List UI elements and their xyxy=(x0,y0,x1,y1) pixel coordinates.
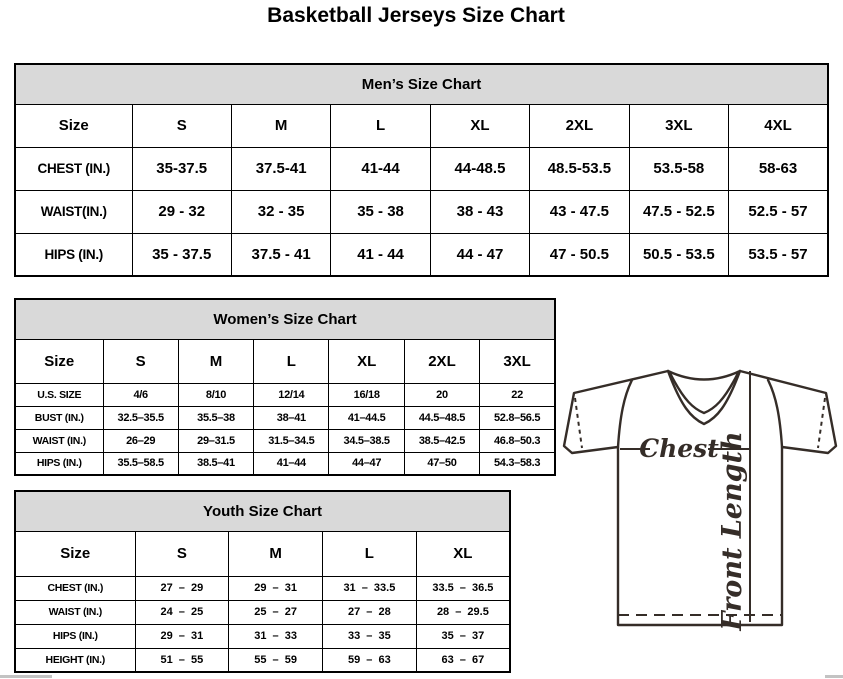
size-value-cell: 35-37.5 xyxy=(132,147,231,190)
size-value-cell: 8/10 xyxy=(178,383,253,406)
jersey-collar-back xyxy=(668,371,740,380)
row-label: WAIST (IN.) xyxy=(15,600,135,624)
youth-col-header-4: XL xyxy=(416,531,510,576)
youth-row-1 xyxy=(15,600,510,624)
size-value-cell: 43 - 47.5 xyxy=(530,190,629,233)
men-col-header-4: XL xyxy=(430,104,529,147)
women-col-header-3: L xyxy=(254,339,329,383)
front-length-label: Front Length xyxy=(717,431,748,631)
jersey-armhole-right xyxy=(768,380,782,447)
women-row-2 xyxy=(15,429,555,452)
men-col-header-6: 3XL xyxy=(629,104,728,147)
size-value-cell: 37.5 - 41 xyxy=(231,233,330,276)
size-value-cell: 55 – 59 xyxy=(229,648,323,672)
youth-row-2 xyxy=(15,624,510,648)
size-value-cell: 26–29 xyxy=(103,429,178,452)
women-row-1 xyxy=(15,406,555,429)
youth-row-3 xyxy=(15,648,510,672)
size-value-cell: 48.5-53.5 xyxy=(530,147,629,190)
size-value-cell: 50.5 - 53.5 xyxy=(629,233,728,276)
size-value-cell: 41–44.5 xyxy=(329,406,404,429)
jersey-diagram-svg xyxy=(556,356,843,646)
size-value-cell: 38 - 43 xyxy=(430,190,529,233)
size-value-cell: 33.5 – 36.5 xyxy=(416,576,510,600)
row-label: HIPS (IN.) xyxy=(15,452,103,475)
men-table-title: Men’s Size Chart xyxy=(15,64,828,104)
youth-col-header-1: S xyxy=(135,531,229,576)
size-value-cell: 59 – 63 xyxy=(323,648,417,672)
size-value-cell: 47 - 50.5 xyxy=(530,233,629,276)
size-value-cell: 29 - 32 xyxy=(132,190,231,233)
men-row-0 xyxy=(15,147,828,190)
size-value-cell: 20 xyxy=(404,383,479,406)
women-col-header-6: 3XL xyxy=(480,339,555,383)
women-row-0 xyxy=(15,383,555,406)
size-value-cell: 58-63 xyxy=(729,147,828,190)
size-value-cell: 31 – 33.5 xyxy=(323,576,417,600)
size-value-cell: 34.5–38.5 xyxy=(329,429,404,452)
size-value-cell: 35 – 37 xyxy=(416,624,510,648)
men-col-header-2: M xyxy=(231,104,330,147)
size-value-cell: 31 – 33 xyxy=(229,624,323,648)
size-value-cell: 41-44 xyxy=(331,147,430,190)
size-value-cell: 38.5–41 xyxy=(178,452,253,475)
size-value-cell: 16/18 xyxy=(329,383,404,406)
women-col-header-5: 2XL xyxy=(404,339,479,383)
size-value-cell: 44-48.5 xyxy=(430,147,529,190)
size-value-cell: 29 – 31 xyxy=(229,576,323,600)
jersey-cuff-dash-right xyxy=(818,398,825,448)
size-value-cell: 44.5–48.5 xyxy=(404,406,479,429)
women-col-header-4: XL xyxy=(329,339,404,383)
size-value-cell: 27 – 28 xyxy=(323,600,417,624)
size-value-cell: 37.5-41 xyxy=(231,147,330,190)
size-value-cell: 35.5–38 xyxy=(178,406,253,429)
men-row-1 xyxy=(15,190,828,233)
men-col-header-3: L xyxy=(331,104,430,147)
mens-size-table xyxy=(14,63,829,277)
size-value-cell: 28 – 29.5 xyxy=(416,600,510,624)
youth-col-header-2: M xyxy=(229,531,323,576)
size-value-cell: 51 – 55 xyxy=(135,648,229,672)
chest-label: Chest xyxy=(639,434,719,463)
size-value-cell: 32 - 35 xyxy=(231,190,330,233)
men-col-header-5: 2XL xyxy=(530,104,629,147)
size-value-cell: 44 - 47 xyxy=(430,233,529,276)
size-value-cell: 35 - 37.5 xyxy=(132,233,231,276)
women-row-3 xyxy=(15,452,555,475)
jersey-outline xyxy=(564,371,836,625)
size-value-cell: 53.5 - 57 xyxy=(729,233,828,276)
size-value-cell: 32.5–35.5 xyxy=(103,406,178,429)
size-value-cell: 33 – 35 xyxy=(323,624,417,648)
youth-size-header: Size xyxy=(15,531,135,576)
size-value-cell: 53.5-58 xyxy=(629,147,728,190)
women-col-header-1: S xyxy=(103,339,178,383)
jersey-armhole-left xyxy=(618,380,632,447)
youth-col-header-3: L xyxy=(323,531,417,576)
size-value-cell: 44–47 xyxy=(329,452,404,475)
row-label: U.S. SIZE xyxy=(15,383,103,406)
size-value-cell: 63 – 67 xyxy=(416,648,510,672)
row-label: HEIGHT (IN.) xyxy=(15,648,135,672)
size-value-cell: 41 - 44 xyxy=(331,233,430,276)
size-value-cell: 46.8–50.3 xyxy=(480,429,555,452)
men-col-header-7: 4XL xyxy=(729,104,828,147)
size-value-cell: 41–44 xyxy=(254,452,329,475)
size-value-cell: 52.5 - 57 xyxy=(729,190,828,233)
h-scrollbar-fragment-left[interactable] xyxy=(0,675,52,678)
womens-size-table xyxy=(14,298,556,476)
size-value-cell: 4/6 xyxy=(103,383,178,406)
size-value-cell: 29 – 31 xyxy=(135,624,229,648)
size-value-cell: 35.5–58.5 xyxy=(103,452,178,475)
size-value-cell: 47.5 - 52.5 xyxy=(629,190,728,233)
youth-table-title: Youth Size Chart xyxy=(15,491,510,531)
size-value-cell: 24 – 25 xyxy=(135,600,229,624)
row-label: WAIST (IN.) xyxy=(15,429,103,452)
size-value-cell: 47–50 xyxy=(404,452,479,475)
size-value-cell: 38–41 xyxy=(254,406,329,429)
jersey-measurement-diagram xyxy=(556,356,843,646)
page-title: Basketball Jerseys Size Chart xyxy=(267,4,565,27)
row-label: CHEST (IN.) xyxy=(15,147,132,190)
size-value-cell: 54.3–58.3 xyxy=(480,452,555,475)
size-value-cell: 22 xyxy=(480,383,555,406)
h-scrollbar-fragment-right[interactable] xyxy=(825,675,843,678)
women-size-header: Size xyxy=(15,339,103,383)
size-value-cell: 31.5–34.5 xyxy=(254,429,329,452)
row-label: CHEST (IN.) xyxy=(15,576,135,600)
men-row-2 xyxy=(15,233,828,276)
row-label: HIPS (IN.) xyxy=(15,624,135,648)
row-label: HIPS (IN.) xyxy=(15,233,132,276)
men-size-header: Size xyxy=(15,104,132,147)
size-value-cell: 38.5–42.5 xyxy=(404,429,479,452)
size-value-cell: 29–31.5 xyxy=(178,429,253,452)
size-value-cell: 27 – 29 xyxy=(135,576,229,600)
size-value-cell: 12/14 xyxy=(254,383,329,406)
youth-row-0 xyxy=(15,576,510,600)
row-label: BUST (IN.) xyxy=(15,406,103,429)
youth-size-table xyxy=(14,490,511,673)
size-value-cell: 25 – 27 xyxy=(229,600,323,624)
size-value-cell: 52.8–56.5 xyxy=(480,406,555,429)
men-col-header-1: S xyxy=(132,104,231,147)
size-value-cell: 35 - 38 xyxy=(331,190,430,233)
jersey-cuff-dash-left xyxy=(575,398,582,448)
women-col-header-2: M xyxy=(178,339,253,383)
women-table-title: Women’s Size Chart xyxy=(15,299,555,339)
row-label: WAIST(IN.) xyxy=(15,190,132,233)
